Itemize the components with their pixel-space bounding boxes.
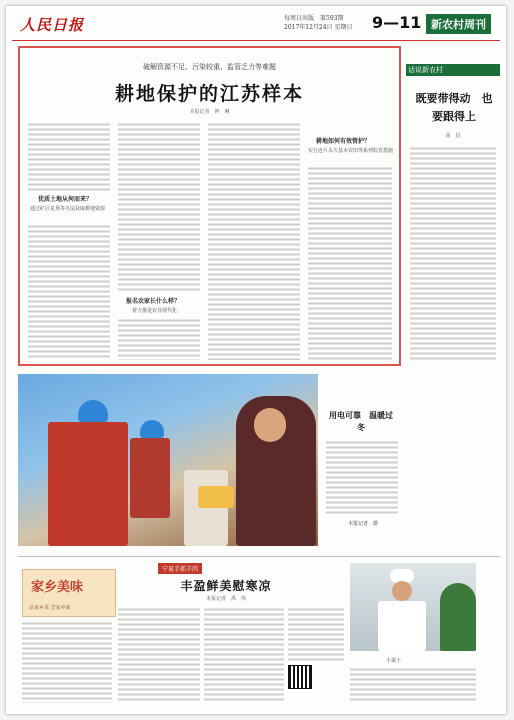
- commentary-title: 既要带得动 也要跟得上: [415, 92, 493, 123]
- worker-helmet-2: [140, 420, 164, 438]
- brochure: [198, 486, 234, 508]
- elderly-woman-face: [254, 408, 286, 442]
- photo-caption-column: [322, 374, 400, 546]
- worker-body-2: [130, 438, 170, 518]
- article-subhead-1-text: 通过矿区复垦等办法获取耕地资源: [30, 206, 106, 212]
- column-logo-tile: [22, 569, 116, 617]
- food-kicker: 宁夏手抓羊肉: [158, 563, 202, 574]
- page-range: 9—11: [372, 13, 422, 32]
- newspaper-page: [6, 6, 506, 714]
- food-feature[interactable]: [18, 556, 500, 707]
- food-text-col1: [22, 621, 112, 703]
- article-text-col2-b: [118, 318, 200, 360]
- chef-photo: [350, 563, 476, 651]
- commentary-column[interactable]: [406, 46, 500, 366]
- food-text-col2: [118, 607, 200, 703]
- column-logo-sub: 品家乡菜 尝家乡味: [29, 605, 71, 611]
- news-photo-power-workers: [18, 374, 318, 546]
- photo-caption-title: 用电可靠 温暖过冬: [329, 411, 393, 432]
- worker-helmet: [78, 400, 108, 422]
- child: [184, 470, 228, 546]
- issue-meta: [284, 14, 352, 32]
- food-text-col4: [288, 607, 344, 661]
- chef-jacket: [378, 601, 426, 651]
- chef-caption: 小菜十: [386, 658, 402, 664]
- article-text-col2-a: [118, 122, 200, 292]
- food-headline: 丰盈鲜美慰寒凉: [180, 579, 272, 593]
- qr-code-icon[interactable]: [288, 665, 312, 689]
- issue-meta-line2: 2017年12月24日 星期日: [284, 24, 353, 31]
- commentary-author: 屈 信: [445, 133, 461, 139]
- masthead: [12, 10, 500, 41]
- issue-meta-line1: 每周日出版 第593期: [284, 15, 344, 22]
- food-text-col3: [204, 607, 284, 703]
- article-subhead-1: 优质土地从何而来？: [38, 196, 93, 203]
- article-text-col3: [208, 122, 300, 360]
- worker-body: [48, 422, 128, 546]
- chef-face: [392, 581, 412, 601]
- article-text-col4: [308, 166, 392, 360]
- commentary-tag: 话说新农村: [406, 64, 500, 76]
- commentary-text: [410, 146, 496, 362]
- article-byline: 本报记者 钟 琳: [189, 109, 230, 115]
- column-logo: 家乡美味: [31, 580, 84, 595]
- section-label: 新农村周刊: [426, 14, 491, 34]
- food-byline: 本报记者 禹 伟: [205, 596, 246, 602]
- article-subhead-3-text: 着力推进农业现代化: [132, 308, 178, 314]
- article-deck: 破解资源不足、污染较重、监管乏力等难题: [143, 63, 276, 71]
- article-headline: 耕地保护的江苏样本: [114, 83, 304, 105]
- article-text-col1-b: [28, 224, 110, 360]
- highlighted-feature-article[interactable]: [18, 46, 401, 366]
- newspaper-logo: 人民日报: [20, 16, 85, 34]
- article-subhead-2: 耕地如何有效管护？: [316, 138, 371, 145]
- article-subhead-2-text: 实行连片永久基本农田等系列监管措施: [308, 148, 394, 154]
- food-text-col5: [350, 667, 476, 703]
- article-subhead-3: 报名农家长什么样？: [126, 298, 181, 305]
- photo-credit: 本报记者 摄: [348, 521, 379, 527]
- plant: [440, 583, 476, 651]
- article-text-col1-a: [28, 122, 110, 192]
- photo-caption-text: [326, 440, 398, 516]
